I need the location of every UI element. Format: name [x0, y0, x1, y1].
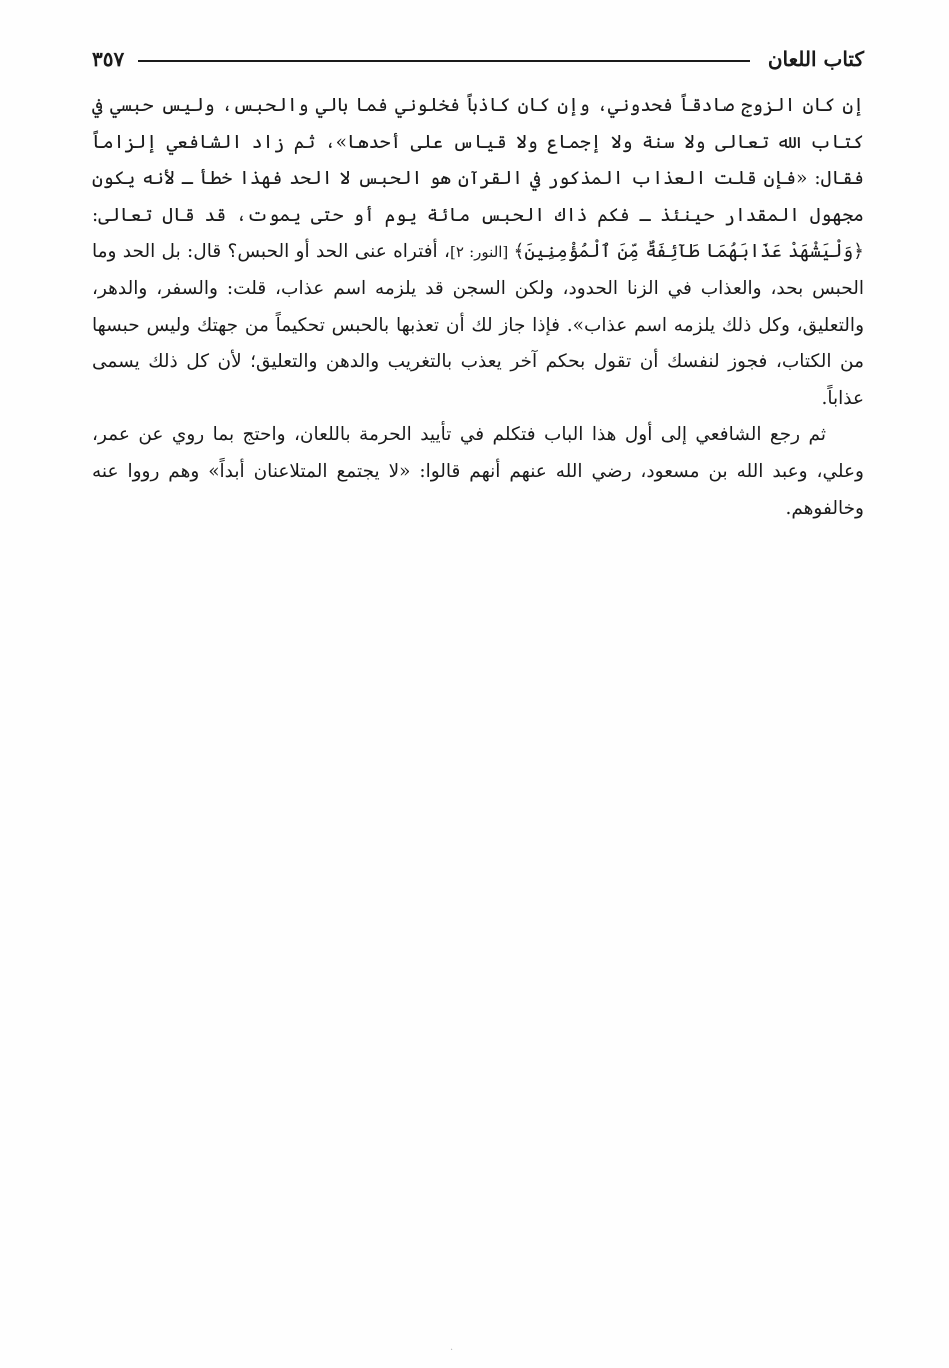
- paragraph-1-part-1: إن كان الزوج صادقاً فحدوني، وإن كان كاذباً فخلوني فما بالي والحبس، وليس حبسي في كتاب الله تعالى ولا سنة ولا إجماع ولا قياس على أحدها»، ثم زاد الشافعي إلزاماً فقال: «فإن قلت العذاب المذكور في القرآن هو الحبس لا الحد فهذا خطأ ـ لأنه يكون مجهول المقدار حينئذ ـ فكم ذاك الحبس مائة يوم أو حتى يموت، قد قال تعالى:: [92, 95, 864, 226]
- paragraph-1: [92, 88, 864, 417]
- chapter-title: كتاب اللعان: [767, 47, 864, 71]
- scan-speck: ·: [450, 1345, 454, 1356]
- paragraph-2: ثم رجع الشافعي إلى أول هذا الباب فتكلم في تأييد الحرمة باللعان، واحتج بما روي عن عمر، وعلي، وعبد الله بن مسعود، رضي الله عنهم أنهم قالوا: «لا يجتمع المتلاعنان أبداً» وهم رووا عنه وخالفوهم.: [92, 424, 864, 519]
- quran-verse: ﴿وَلْيَشْهَدْ عَذَابَهُمَا طَآئِفَةٌ مِّنَ ٱلْمُؤْمِنِينَ﴾: [513, 241, 864, 263]
- running-header: [92, 38, 864, 80]
- verse-reference: [النور: ٢]: [449, 243, 514, 262]
- paragraph-1-part-2: ، أفتراه عنى الحد أو الحبس؟ قال: بل الحد وما الحبس بحد، والعذاب في الزنا الحدود، ولكن السجن قد يلزمه اسم عذاب، قلت: والسفر، والدهر، والتعليق، وكل ذلك يلزمه اسم عذاب». فإذا جاز لك أن تعذبها بالحبس تحكيماً من جهتك وليس حبسها من الكتاب، فجوز لنفسك أن تقول بحكم آخر يعذب بالتغريب والدهن والتعليق؛ لأن كل ذلك يسمى عذاباً.: [92, 241, 864, 409]
- page-number: ٣٥٧: [92, 47, 125, 71]
- header-rule: [138, 60, 750, 62]
- main-text: [92, 88, 864, 527]
